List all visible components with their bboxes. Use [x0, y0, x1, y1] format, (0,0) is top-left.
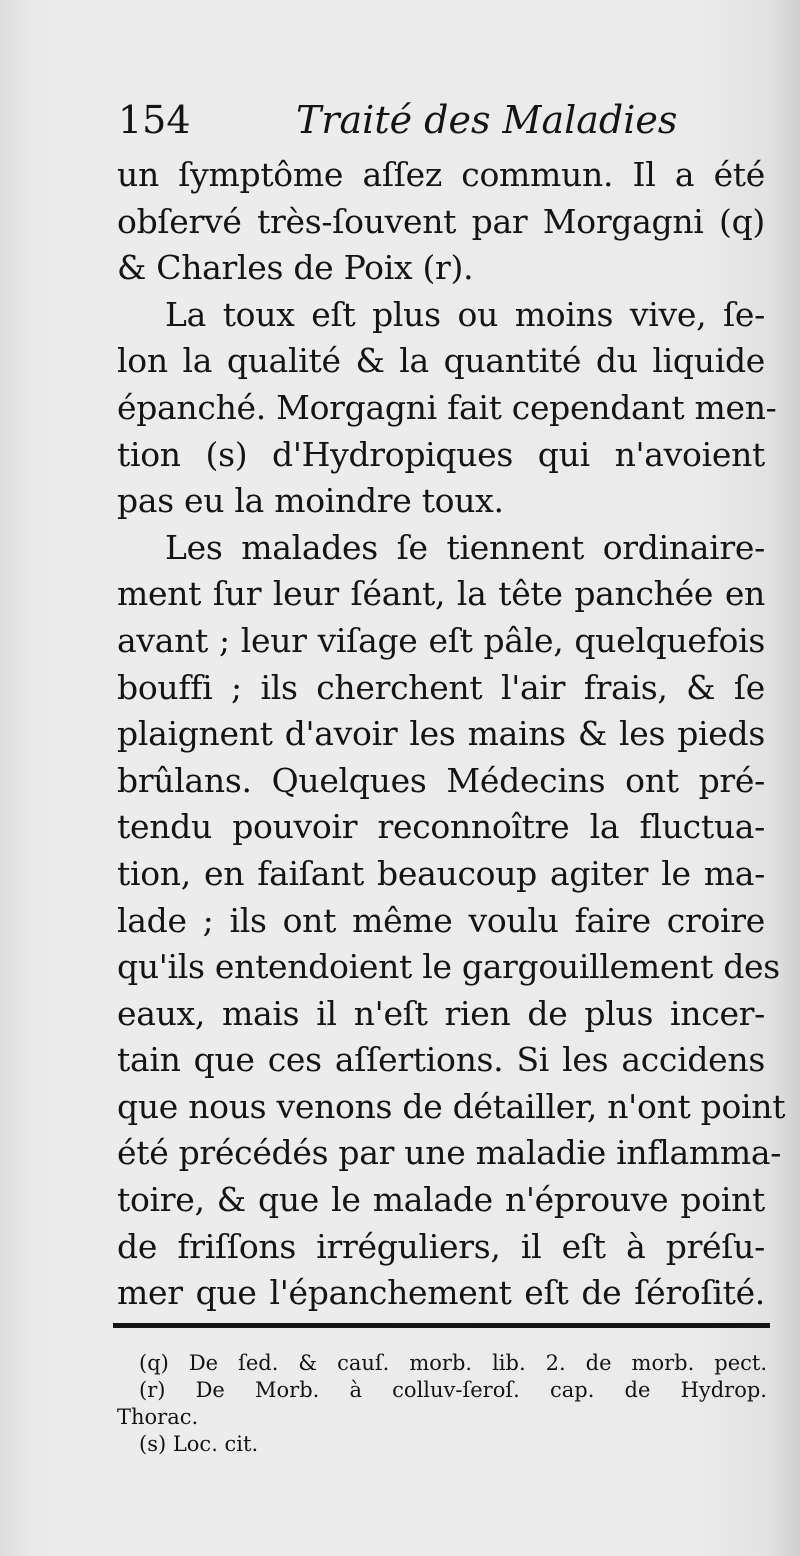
- footnotes: [117, 1350, 767, 1458]
- text-line: eaux, mais il n'eſt rien de plus incer-: [117, 993, 765, 1033]
- text-line: lon la qualité & la quantité du liquide: [117, 341, 765, 381]
- text-line: mer que l'épanchement eſt de ſéroſité.: [117, 1273, 765, 1313]
- footnote-line: (r) De Morb. à colluv-ſeroſ. cap. de Hydrop.: [139, 1378, 767, 1402]
- body-text: [117, 152, 786, 1317]
- text-line: avant ; leur viſage eſt pâle, quelquefois: [117, 620, 765, 660]
- text-line: plaignent d'avoir les mains & les pieds: [117, 714, 765, 754]
- footnote-line: Thorac.: [117, 1405, 199, 1429]
- text-line: été précédés par une maladie inflamma-: [117, 1133, 782, 1173]
- footnote-line: (s) Loc. cit.: [139, 1432, 259, 1456]
- page-number: 154: [118, 98, 191, 142]
- footnote-line: (q) De ſed. & cauſ. morb. lib. 2. de morb. pect.: [139, 1351, 767, 1375]
- text-line: bouffi ; ils cherchent l'air frais, & ſe: [117, 667, 765, 707]
- text-line: & Charles de Poix (r).: [117, 248, 474, 288]
- text-line: qu'ils entendoient le gargouillement des: [117, 947, 780, 987]
- text-line: tion (s) d'Hydropiques qui n'avoient: [117, 434, 765, 474]
- text-line: que nous venons de détailler, n'ont point: [117, 1086, 786, 1126]
- text-line: obſervé très-ſouvent par Morgagni (q): [117, 201, 765, 241]
- text-line: ment ſur leur ſéant, la tête panchée en: [117, 574, 765, 614]
- running-title: Traité des Maladies: [296, 98, 678, 142]
- text-line: brûlans. Quelques Médecins ont pré-: [117, 760, 765, 800]
- footnote-rule: [113, 1323, 770, 1328]
- text-line: toire, & que le malade n'éprouve point: [117, 1180, 765, 1220]
- text-line: tendu pouvoir reconnoître la fluctua-: [117, 807, 765, 847]
- text-line: La toux eſt plus ou moins vive, ſe-: [165, 294, 765, 334]
- text-line: Les malades ſe tiennent ordinaire-: [165, 527, 765, 567]
- text-line: un ſymptôme aſſez commun. Il a été: [117, 155, 765, 194]
- text-line: tion, en faiſant beaucoup agiter le ma-: [117, 853, 765, 893]
- text-line: pas eu la moindre toux.: [117, 481, 504, 521]
- text-line: lade ; ils ont même voulu faire croire: [117, 900, 765, 940]
- running-head: [118, 94, 768, 146]
- text-line: épanché. Morgagni fait cependant men-: [117, 387, 777, 427]
- text-line: tain que ces aſſertions. Si les accidens: [117, 1040, 765, 1080]
- text-line: de friſſons irréguliers, il eſt à préſu-: [117, 1226, 765, 1266]
